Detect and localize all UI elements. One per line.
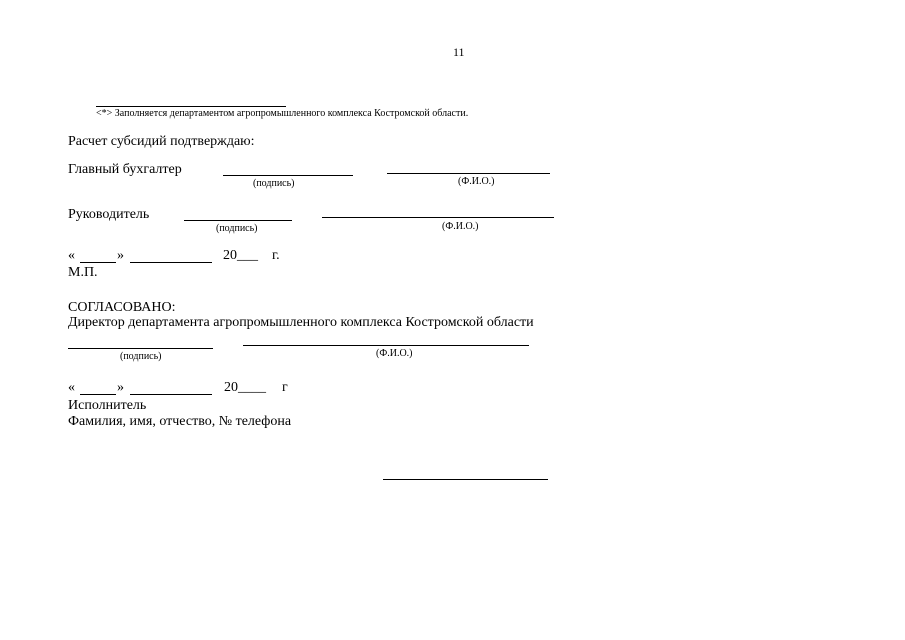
director-signature-caption: (подпись) bbox=[216, 223, 258, 234]
date-year: 20___ bbox=[223, 248, 258, 263]
agreed-signature-line[interactable] bbox=[68, 348, 213, 349]
executor-details: Фамилия, имя, отчество, № телефона bbox=[68, 414, 292, 429]
confirm-heading: Расчет субсидий подтверждаю: bbox=[68, 134, 255, 149]
chief-accountant-name-caption: (Ф.И.О.) bbox=[458, 176, 495, 187]
agreed-name-caption: (Ф.И.О.) bbox=[376, 348, 413, 359]
chief-accountant-label: Главный бухгалтер bbox=[68, 162, 182, 177]
agreed-signature-caption: (подпись) bbox=[120, 351, 162, 362]
date2-year: 20____ bbox=[224, 380, 266, 395]
chief-accountant-signature-caption: (подпись) bbox=[253, 178, 295, 189]
date2-year-suffix: г bbox=[282, 380, 288, 395]
agreed-position: Директор департамента агропромышленного комплекса Костромской области bbox=[68, 315, 534, 330]
footnote-separator bbox=[96, 106, 286, 107]
agreed-heading: СОГЛАСОВАНО: bbox=[68, 300, 176, 315]
date2-day-line[interactable] bbox=[80, 394, 116, 395]
date-open-quote: « bbox=[68, 248, 75, 263]
chief-accountant-signature-line[interactable] bbox=[223, 175, 353, 176]
chief-accountant-name-line[interactable] bbox=[387, 173, 550, 174]
date-day-line[interactable] bbox=[80, 262, 116, 263]
director-signature-line[interactable] bbox=[184, 220, 292, 221]
date-month-line[interactable] bbox=[130, 262, 212, 263]
date-close-quote: » bbox=[117, 248, 124, 263]
closing-line bbox=[383, 479, 548, 480]
page-number: 11 bbox=[453, 45, 465, 59]
stamp-place: М.П. bbox=[68, 265, 98, 280]
agreed-name-line[interactable] bbox=[243, 345, 529, 346]
director-name-line[interactable] bbox=[322, 217, 554, 218]
date2-open-quote: « bbox=[68, 380, 75, 395]
date2-month-line[interactable] bbox=[130, 394, 212, 395]
director-label: Руководитель bbox=[68, 207, 150, 222]
director-name-caption: (Ф.И.О.) bbox=[442, 221, 479, 232]
date-year-suffix: г. bbox=[272, 248, 280, 263]
date2-close-quote: » bbox=[117, 380, 124, 395]
footnote-text: <*> Заполняется департаментом агропромышленного комплекса Костромской области. bbox=[96, 108, 469, 119]
executor-label: Исполнитель bbox=[68, 398, 147, 413]
